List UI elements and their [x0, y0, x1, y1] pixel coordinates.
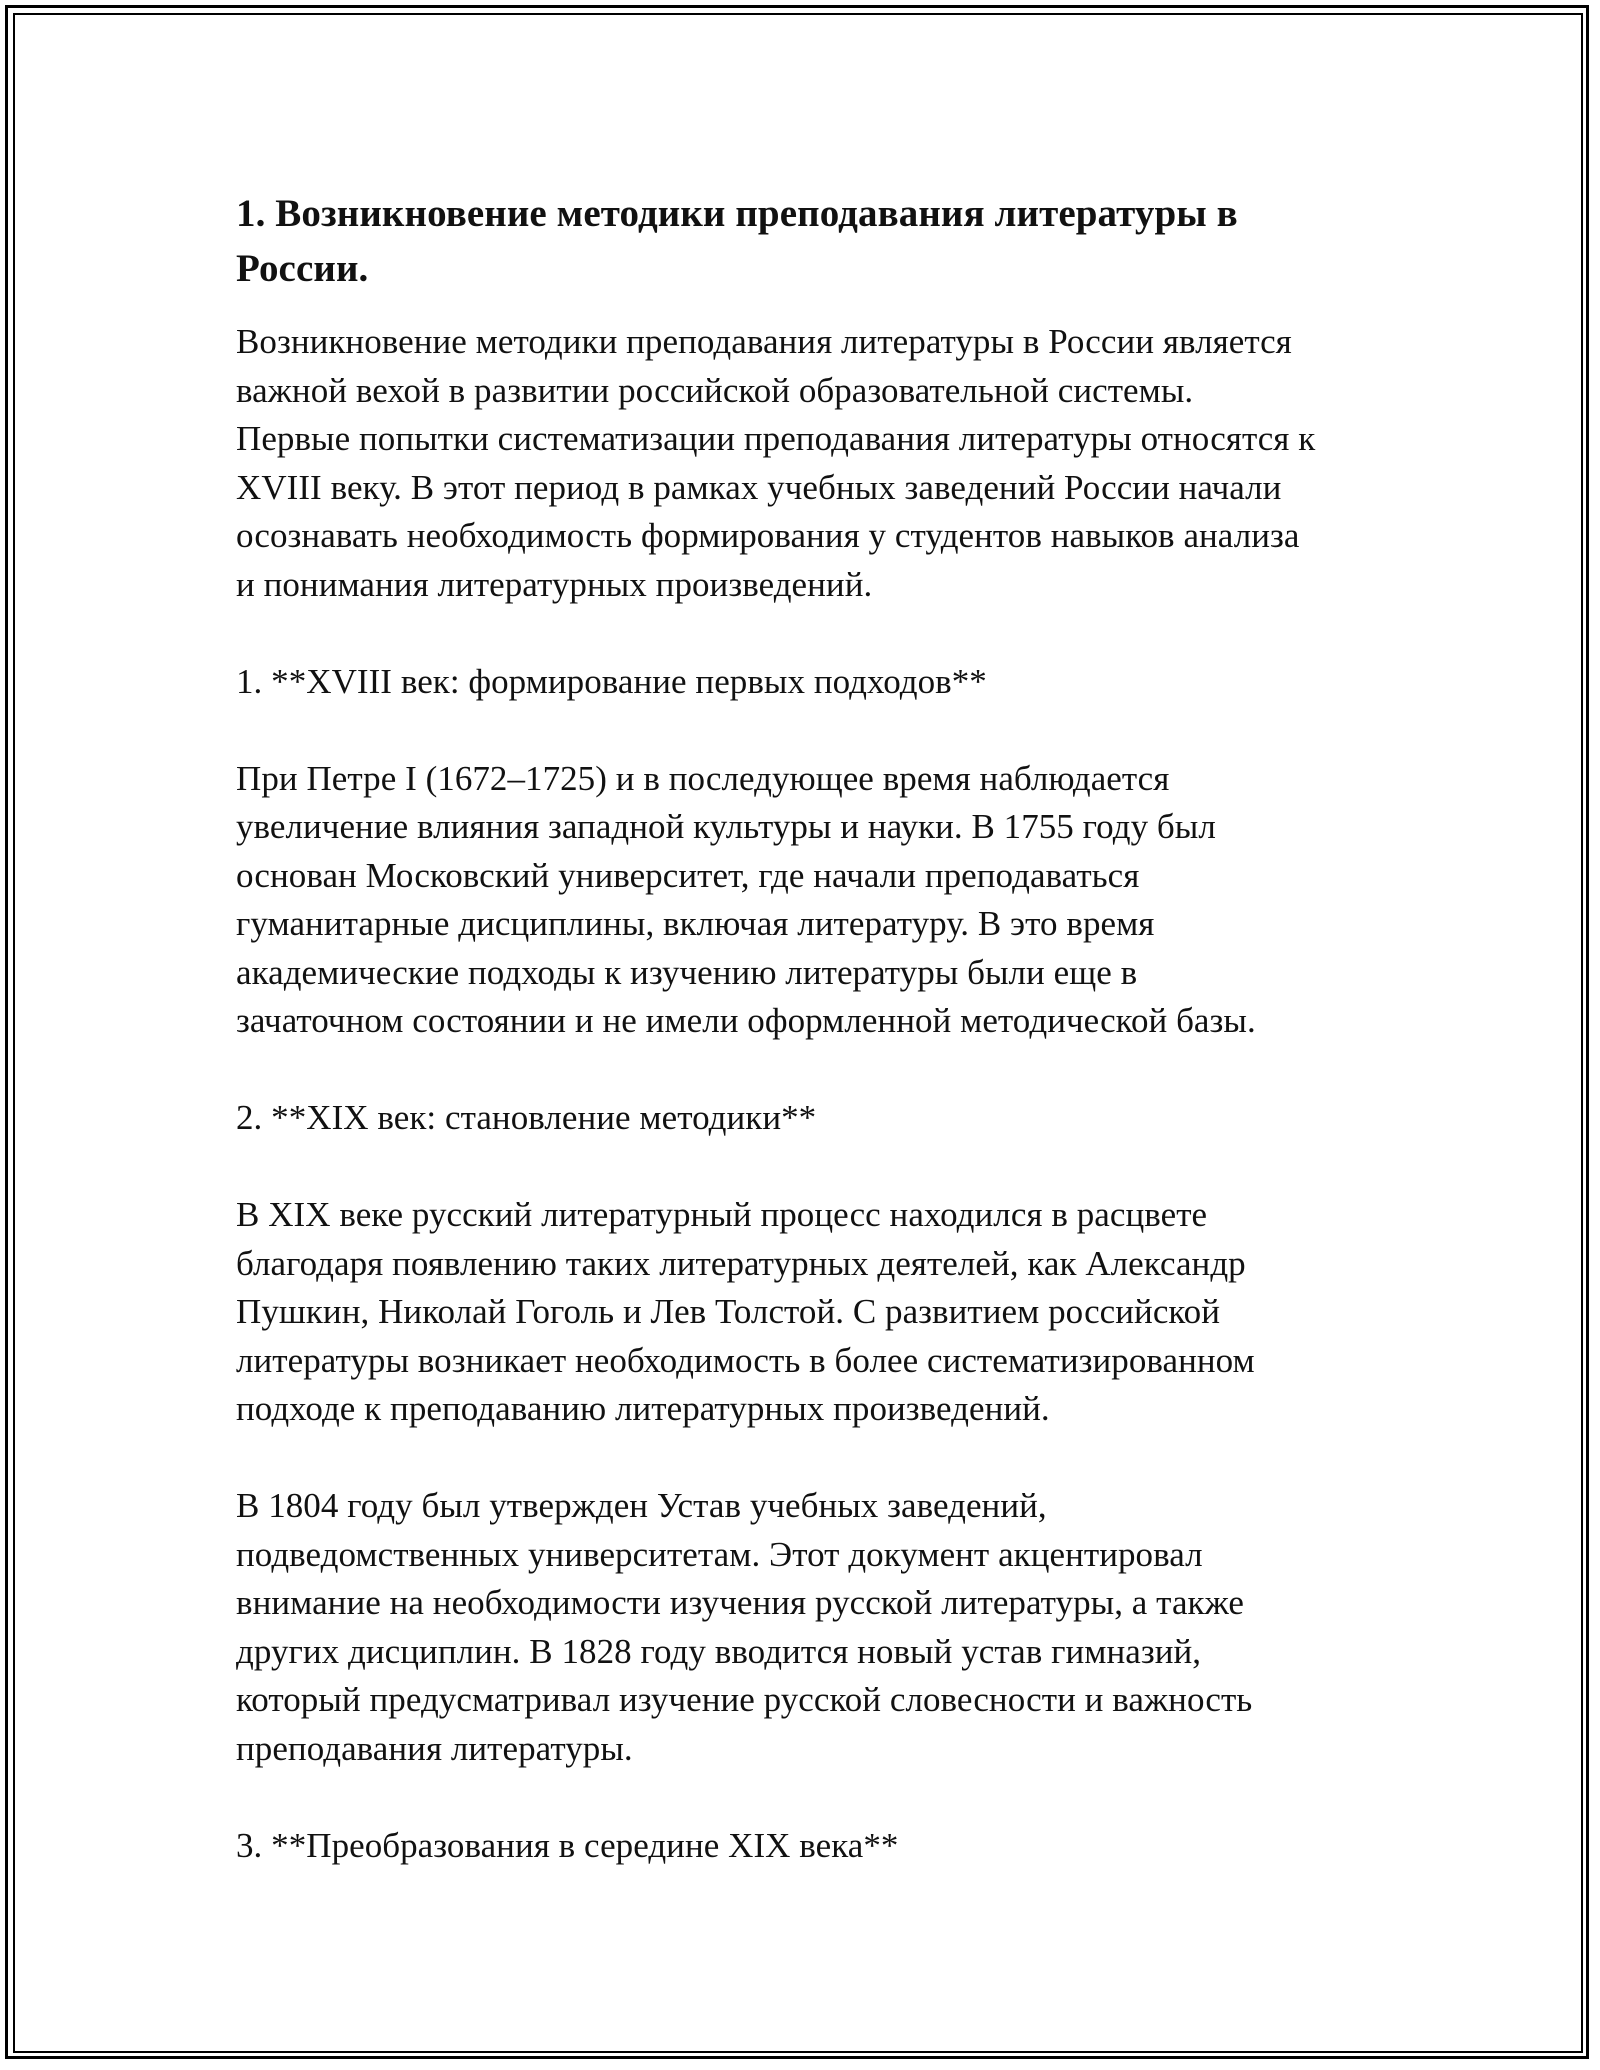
intro-paragraph: [236, 318, 1376, 609]
blank-line: [236, 609, 1376, 658]
document-page: [236, 186, 1376, 1870]
text-line: основан Московский университет, где начали преподаваться: [236, 855, 1140, 895]
text-line: 2. **XIX век: становление методики**: [236, 1098, 817, 1137]
text-line: увеличение влияния западной культуры и науки. В 1755 году был: [236, 807, 1216, 846]
text-line: академические подходы к изучению литературы были еще в: [236, 952, 1138, 992]
text-line: важной вехой в развитии российской образовательной системы.: [236, 370, 1194, 410]
blank-line: [236, 1143, 1376, 1192]
text-line: преподавания литературы.: [236, 1728, 633, 1768]
text-line: Возникновение методики преподавания литературы в России является: [236, 322, 1292, 361]
text-line: 1. **XVIII век: формирование первых подходов**: [236, 661, 987, 701]
text-line: XVIII веку. В этот период в рамках учебных заведений России начали: [236, 467, 1282, 507]
text-line: литературы возникает необходимость в более систематизированном: [236, 1340, 1255, 1380]
title-line: 1. Возникновение методики преподавания литературы в: [236, 192, 1238, 235]
text-line: и понимания литературных произведений.: [236, 564, 873, 604]
text-line: который предусматривал изучение русской словесности и важность: [236, 1680, 1253, 1719]
section-heading-mid-19th-century: [236, 1822, 1376, 1871]
title-line: России.: [236, 247, 369, 290]
text-line: 3. **Преобразования в середине XIX века**: [236, 1825, 899, 1865]
text-line: Пушкин, Николай Гоголь и Лев Толстой. С развитием российской: [236, 1292, 1221, 1331]
text-line: В XIX веке русский литературный процесс находился в расцвете: [236, 1195, 1208, 1234]
text-line: Первые попытки систематизации преподавания литературы относятся к: [236, 419, 1316, 458]
section-heading-18th-century: [236, 658, 1376, 707]
blank-line: [236, 706, 1376, 755]
paragraph-peter-era: [236, 755, 1376, 1046]
text-line: осознавать необходимость формирования у студентов навыков анализа: [236, 516, 1300, 555]
text-line: благодаря появлению таких литературных деятелей, как Александр: [236, 1243, 1246, 1283]
paragraph-charter-1804: [236, 1482, 1376, 1773]
document-title: [236, 186, 1376, 296]
text-line: При Петре I (1672–1725) и в последующее время наблюдается: [236, 758, 1170, 798]
text-line: подходе к преподаванию литературных произведений.: [236, 1389, 1050, 1428]
text-line: гуманитарные дисциплины, включая литературу. В это время: [236, 904, 1155, 943]
text-line: В 1804 году был утвержден Устав учебных заведений,: [236, 1486, 1047, 1525]
blank-line: [236, 1773, 1376, 1822]
text-line: подведомственных университетам. Этот документ акцентировал: [236, 1534, 1203, 1574]
text-line: внимание на необходимости изучения русской литературы, а также: [236, 1583, 1244, 1622]
text-line: зачаточном состоянии и не имели оформленной методической базы.: [236, 1001, 1256, 1040]
paragraph-literary-process: [236, 1191, 1376, 1434]
blank-line: [236, 1046, 1376, 1095]
blank-line: [236, 1434, 1376, 1483]
text-line: других дисциплин. В 1828 году вводится новый устав гимназий,: [236, 1631, 1202, 1671]
section-heading-19th-century: [236, 1094, 1376, 1143]
